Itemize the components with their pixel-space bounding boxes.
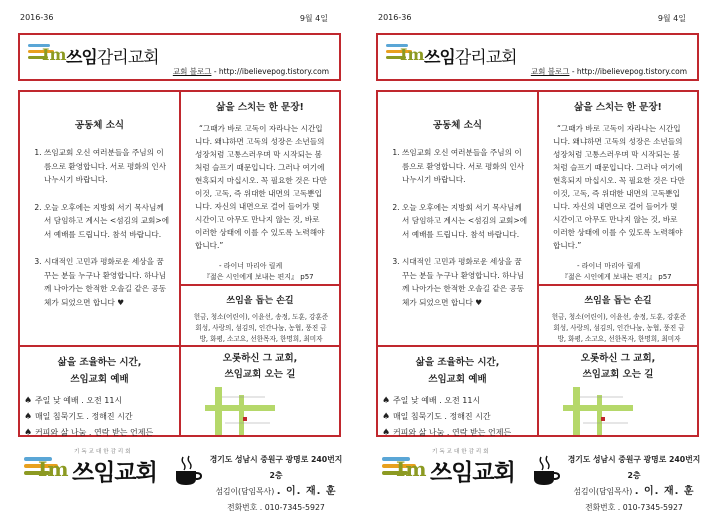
- bulletin-number: 2016-36: [378, 13, 412, 22]
- church-address: 경기도 성남시 중원구 광명로 240번지 2층: [209, 455, 343, 480]
- service-item: ♠ 매일 침묵기도 . 정해진 시간: [24, 409, 179, 425]
- news-list: [388, 146, 529, 309]
- service-item: ♠ 매일 침묵기도 . 정해진 시간: [382, 409, 537, 425]
- bulletin-page-right: [374, 0, 704, 512]
- worship-title: 삶을 조율하는 시간, 쓰임교회 예배: [415, 357, 500, 385]
- worship-title: 삶을 조율하는 시간, 쓰임교회 예배: [57, 357, 142, 385]
- church-address: 경기도 성남시 중원구 광명로 240번지 2층: [567, 455, 701, 480]
- quote-text: “그때가 바로 고독이 자라나는 시간입니다. 왜냐하면 고독의 성장은 소년들의 성장처럼 고통스러우며 막 시작되는 봄처럼 슬프기 때문입니다. 그러나 여기에 현혹되지 마십시오. 꼭 필요한 것은 다만 이것, 고독, 즉 위대한 내면의 고독뿐입니다. 자신의 내면으로 걸어 들어가 몇 시간이고 아무도 만나지 않는 것, 바로 이러한 상태에 이를 수 있도록 노력해야 합니다.”: [553, 124, 685, 250]
- church-logo: [386, 40, 536, 68]
- news-item: 2. 오늘 오후에는 지방회 서기 목사님께서 담임하고 계시는 <섬김의 교회>에서 예배를 드립니다. 참석 바랍니다.: [402, 201, 529, 242]
- helpers-text: 헌금, 청소(어린이), 이윤선, 송정, 도훈, 강훈준 회성, 사랑의, 섬김의, 인간나눔, 농협, 풍진 금방, 화평, 소고요, 선한목자, 한명희, 최미자: [551, 313, 687, 343]
- phone-label: 전화번호: [585, 503, 616, 512]
- news-title: 공동체 소식: [74, 120, 125, 131]
- church-logo: [28, 40, 178, 68]
- news-item: 1. 쓰임교회 오신 여러분들을 주님의 이름으로 환영합니다. 서로 평화의 인사 나누시기 바랍니다.: [402, 146, 529, 187]
- denomination-label: 기독교대한감리회: [74, 449, 133, 455]
- directions-title: 오롯하신 그 교회, 쓰임교회 오는 길: [580, 353, 656, 380]
- footer-church-name: 쓰임교회: [430, 460, 515, 486]
- news-section: [378, 92, 539, 345]
- news-section: [20, 92, 181, 345]
- news-title: 공동체 소식: [432, 120, 483, 131]
- service-item: ♠ 주일 낮 예배 . 오전 11시: [24, 393, 179, 409]
- denomination-label: 기독교대한감리회: [432, 449, 491, 455]
- bulletin-number: 2016-36: [20, 13, 54, 22]
- logo-im: Im: [400, 45, 425, 64]
- blog-url[interactable]: - http://ibelievepog.tistory.com: [213, 67, 329, 76]
- content-grid: [376, 90, 699, 437]
- bulletin-page-left: [16, 0, 346, 512]
- quote-title: 삶을 스치는 한 문장!: [574, 102, 662, 113]
- church-name: 쓰임감리교회: [424, 48, 517, 68]
- directions-section: [181, 345, 339, 435]
- news-list: [30, 146, 171, 309]
- pastor-name: . 이. 재. 훈: [276, 486, 337, 497]
- helpers-section: [539, 286, 697, 345]
- helpers-text: 헌금, 청소(어린이), 이윤선, 송정, 도훈, 강훈준 회성, 사랑의, 섬김의, 인간나눔, 농협, 풍진 금방, 화평, 소고요, 선한목자, 한명희, 최미자: [193, 313, 329, 343]
- bulletin-date: 9월 4일: [299, 14, 328, 23]
- news-item: 2. 오늘 오후에는 지방회 서기 목사님께서 담임하고 계시는 <섬김의 교회>에서 예배를 드립니다. 참석 바랍니다.: [44, 201, 171, 242]
- map-icon: [563, 387, 633, 435]
- service-item: ♠ 주일 낮 예배 . 오전 11시: [382, 393, 537, 409]
- quote-title: 삶을 스치는 한 문장!: [216, 102, 304, 113]
- bulletin-date: 9월 4일: [657, 14, 686, 23]
- church-name: 쓰임감리교회: [66, 48, 159, 68]
- news-item: 3. 시대적인 고민과 평화로운 세상을 꿈꾸는 분들 누구나 환영합니다. 하나님께 나아가는 한적한 오솔길 같은 공동체가 되었으면 합니다 ♥: [44, 255, 171, 309]
- quote-author: - 라이너 마리아 릴케: [577, 262, 641, 270]
- news-item: 1. 쓰임교회 오신 여러분들을 주님의 이름으로 환영합니다. 서로 평화의 인사 나누시기 바랍니다.: [44, 146, 171, 187]
- service-item: ♠ 커피와 삶 나눔 . 연락 받는 언제든: [382, 425, 537, 441]
- phone-label: 전화번호: [227, 503, 258, 512]
- title-box: [376, 33, 699, 81]
- directions-section: [539, 345, 697, 435]
- worship-section: [378, 345, 539, 435]
- logo-im: Im: [396, 457, 427, 481]
- title-box: [18, 33, 341, 81]
- phone-number: . 010-7345-5927: [617, 503, 683, 512]
- contact-info: [206, 452, 346, 516]
- quote-source: 『젊은 시인에게 보내는 편지』 p57: [203, 273, 314, 281]
- pastor-label: 섬김이(담임목사): [573, 487, 633, 496]
- helpers-title: 쓰임을 돕는 손길: [584, 296, 652, 306]
- phone-number: . 010-7345-5927: [259, 503, 325, 512]
- service-list: [24, 393, 179, 441]
- directions-title: 오롯하신 그 교회, 쓰임교회 오는 길: [222, 353, 298, 380]
- footer-logo: [382, 447, 532, 487]
- footer-church-name: 쓰임교회: [72, 460, 157, 486]
- helpers-title: 쓰임을 돕는 손길: [226, 296, 294, 306]
- blog-info: [531, 66, 687, 77]
- pastor-name: . 이. 재. 훈: [634, 486, 695, 497]
- pastor-label: 섬김이(담임목사): [215, 487, 275, 496]
- blog-url[interactable]: - http://ibelievepog.tistory.com: [571, 67, 687, 76]
- logo-im: Im: [42, 45, 67, 64]
- quote-text: “그때가 바로 고독이 자라나는 시간입니다. 왜냐하면 고독의 성장은 소년들의 성장처럼 고통스러우며 막 시작되는 봄처럼 슬프기 때문입니다. 그러나 여기에 현혹되지 마십시오. 꼭 필요한 것은 다만 이것, 고독, 즉 위대한 내면의 고독뿐입니다. 자신의 내면으로 걸어 들어가 몇 시간이고 아무도 만나지 않는 것, 바로 이러한 상태에 이를 수 있도록 노력해야 합니다.”: [195, 124, 327, 250]
- quote-author: - 라이너 마리아 릴케: [219, 262, 283, 270]
- footer-logo: [24, 447, 174, 487]
- map-icon: [205, 387, 275, 435]
- quote-section: [181, 92, 339, 286]
- contact-info: [564, 452, 704, 516]
- service-item: ♠ 커피와 삶 나눔 . 연락 받는 언제든: [24, 425, 179, 441]
- coffee-cup-icon: [532, 455, 560, 487]
- coffee-cup-icon: [174, 455, 202, 487]
- blog-label: 교회 블로그: [530, 67, 570, 76]
- logo-im: Im: [38, 457, 69, 481]
- worship-section: [20, 345, 181, 435]
- helpers-section: [181, 286, 339, 345]
- service-list: [382, 393, 537, 441]
- blog-label: 교회 블로그: [172, 67, 212, 76]
- quote-source: 『젊은 시인에게 보내는 편지』 p57: [561, 273, 672, 281]
- quote-section: [539, 92, 697, 286]
- content-grid: [18, 90, 341, 437]
- blog-info: [173, 66, 329, 77]
- news-item: 3. 시대적인 고민과 평화로운 세상을 꿈꾸는 분들 누구나 환영합니다. 하나님께 나아가는 한적한 오솔길 같은 공동체가 되었으면 합니다 ♥: [402, 255, 529, 309]
